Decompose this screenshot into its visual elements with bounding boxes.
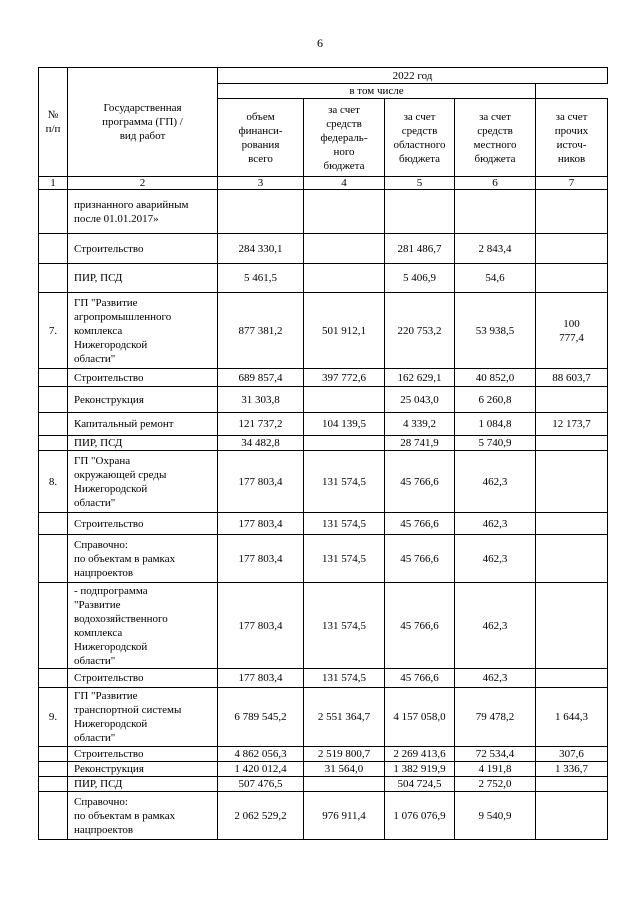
cell-line: агропромышленного: [74, 310, 172, 323]
table-row: [39, 234, 608, 264]
program-name: [68, 387, 218, 413]
cell-line: Государственная: [103, 102, 182, 114]
regional-amount: [385, 190, 455, 234]
header-program: [68, 68, 218, 177]
row-number: [39, 792, 68, 840]
table-row: [39, 762, 608, 777]
total-amount: 177 803,4: [218, 535, 304, 583]
federal-amount: [304, 436, 385, 451]
local-amount: 72 534,4: [455, 747, 536, 762]
budget-table: [38, 67, 608, 840]
table-row: [39, 535, 608, 583]
header-year: 2022 год: [218, 68, 608, 84]
cell-line: Справочно:: [74, 795, 128, 808]
regional-amount: 1 076 076,9: [385, 792, 455, 840]
header-other: [536, 99, 608, 177]
cell-line: федераль-: [320, 131, 368, 144]
local-amount: 40 852,0: [455, 369, 536, 387]
cell-line: финанси-: [238, 124, 283, 137]
other-amount: [536, 535, 608, 583]
regional-amount: 5 406,9: [385, 264, 455, 293]
other-amount: 1 336,7: [536, 762, 608, 777]
cell-line: бюджета: [323, 159, 365, 172]
other-amount: [536, 777, 608, 792]
table-row: [39, 293, 608, 369]
column-number: 7: [536, 177, 608, 190]
cell-line: области": [74, 352, 116, 365]
total-amount: 177 803,4: [218, 451, 304, 513]
other-amount: [536, 451, 608, 513]
cell-line: "Развитие: [74, 598, 121, 611]
row-number: 7.: [39, 293, 68, 369]
federal-amount: [304, 264, 385, 293]
cell-line: Реконструкция: [74, 393, 144, 406]
cell-line: Строительство: [74, 748, 144, 760]
cell-line: областного: [393, 138, 446, 151]
total-amount: 121 737,2: [218, 413, 304, 436]
total-amount: 177 803,4: [218, 669, 304, 688]
regional-amount: 220 753,2: [385, 293, 455, 369]
row-number: 9.: [39, 688, 68, 747]
other-amount: 307,6: [536, 747, 608, 762]
other-amount: [536, 387, 608, 413]
program-name: [68, 535, 218, 583]
row-number: [39, 583, 68, 669]
table-row: [39, 669, 608, 688]
row-number: [39, 535, 68, 583]
cell-line: ПИР, ПСД: [74, 778, 123, 790]
cell-line: за счет: [403, 110, 436, 123]
total-amount: 34 482,8: [218, 436, 304, 451]
local-amount: 462,3: [455, 535, 536, 583]
table-row: [39, 264, 608, 293]
cell-line: водохозяйственного: [74, 612, 168, 625]
local-amount: 9 540,9: [455, 792, 536, 840]
cell-line: Строительство: [74, 242, 144, 255]
federal-amount: 31 564,0: [304, 762, 385, 777]
local-amount: 462,3: [455, 513, 536, 535]
other-amount: [536, 792, 608, 840]
cell-line: Строительство: [74, 672, 144, 684]
cell-line: по объектам в рамках: [74, 552, 176, 565]
cell-line: признанного аварийным: [74, 198, 189, 211]
cell-line: всего: [248, 152, 273, 165]
cell-line: окружающей среды: [74, 468, 167, 481]
header-regional: [385, 99, 455, 177]
federal-amount: 131 574,5: [304, 583, 385, 669]
cell-line: ников: [557, 152, 586, 165]
header-federal: [304, 99, 385, 177]
total-amount: 6 789 545,2: [218, 688, 304, 747]
regional-amount: 2 269 413,6: [385, 747, 455, 762]
federal-amount: 397 772,6: [304, 369, 385, 387]
federal-amount: 131 574,5: [304, 669, 385, 688]
cell-line: транспортной системы: [74, 704, 182, 716]
row-number: [39, 369, 68, 387]
cell-line: по объектам в рамках: [74, 809, 176, 822]
local-amount: 54,6: [455, 264, 536, 293]
cell-line: ПИР, ПСД: [74, 272, 123, 284]
local-amount: 1 084,8: [455, 413, 536, 436]
regional-amount: 45 766,6: [385, 535, 455, 583]
other-amount: [536, 436, 608, 451]
cell-line: за счет: [479, 110, 511, 123]
federal-amount: 2 519 800,7: [304, 747, 385, 762]
federal-amount: 131 574,5: [304, 513, 385, 535]
cell-line: рования: [241, 138, 280, 151]
other-amount: 12 173,7: [536, 413, 608, 436]
program-name: [68, 513, 218, 535]
row-number: [39, 234, 68, 264]
cell-line: Нижегородской: [74, 718, 148, 730]
table-row: [39, 387, 608, 413]
total-amount: 5 461,5: [218, 264, 304, 293]
program-name: [68, 762, 218, 777]
regional-amount: 25 043,0: [385, 387, 455, 413]
cell-line: Нижегородской: [74, 482, 148, 495]
table-row: [39, 583, 608, 669]
program-name: [68, 669, 218, 688]
total-amount: [218, 190, 304, 234]
cell-line: бюджета: [398, 152, 440, 165]
program-name: [68, 234, 218, 264]
program-name: [68, 583, 218, 669]
header-total: [218, 99, 304, 177]
federal-amount: 131 574,5: [304, 535, 385, 583]
table-row: [39, 369, 608, 387]
total-amount: 177 803,4: [218, 513, 304, 535]
total-amount: 284 330,1: [218, 234, 304, 264]
total-amount: 177 803,4: [218, 583, 304, 669]
cell-line: Реконструкция: [74, 763, 144, 775]
local-amount: 53 938,5: [455, 293, 536, 369]
cell-line: комплекса: [74, 626, 123, 639]
program-name: [68, 293, 218, 369]
page-number: 6: [317, 36, 323, 50]
cell-line: вид работ: [119, 130, 166, 142]
total-amount: 31 303,8: [218, 387, 304, 413]
total-amount: 877 381,2: [218, 293, 304, 369]
table-row: [39, 792, 608, 840]
table-row: [39, 436, 608, 451]
cell-line: программа (ГП) /: [102, 116, 183, 128]
program-name: [68, 451, 218, 513]
cell-line: ПИР, ПСД: [74, 437, 123, 449]
regional-amount: 281 486,7: [385, 234, 455, 264]
program-name: [68, 792, 218, 840]
table-row: [39, 688, 608, 747]
cell-line: Строительство: [74, 517, 144, 530]
cell-line: нацпроектов: [74, 566, 134, 579]
cell-line: Справочно:: [74, 538, 128, 551]
row-number: [39, 413, 68, 436]
cell-line: 777,4: [559, 331, 584, 344]
local-amount: 2 752,0: [455, 777, 536, 792]
federal-amount: 501 912,1: [304, 293, 385, 369]
regional-amount: 1 382 919,9: [385, 762, 455, 777]
local-amount: [455, 190, 536, 234]
cell-line: №: [47, 109, 59, 121]
column-numbers-row: [39, 177, 608, 190]
table-row: [39, 413, 608, 436]
cell-line: - подпрограмма: [74, 584, 148, 597]
cell-line: ГП "Развитие: [74, 690, 138, 702]
cell-line: объем: [246, 110, 275, 123]
local-amount: 2 843,4: [455, 234, 536, 264]
cell-line: области": [74, 654, 116, 667]
row-number: [39, 264, 68, 293]
other-amount: 1 644,3: [536, 688, 608, 747]
total-amount: 1 420 012,4: [218, 762, 304, 777]
row-number: [39, 777, 68, 792]
regional-amount: 4 157 058,0: [385, 688, 455, 747]
cell-line: после 01.01.2017»: [74, 212, 159, 225]
federal-amount: [304, 190, 385, 234]
local-amount: 5 740,9: [455, 436, 536, 451]
cell-line: области": [74, 732, 116, 744]
other-amount: [536, 513, 608, 535]
table-row: [39, 513, 608, 535]
cell-line: комплекса: [74, 324, 123, 337]
other-amount: [536, 234, 608, 264]
regional-amount: 45 766,6: [385, 583, 455, 669]
program-name: [68, 436, 218, 451]
federal-amount: 976 911,4: [304, 792, 385, 840]
local-amount: 79 478,2: [455, 688, 536, 747]
table-row: [39, 451, 608, 513]
program-name: [68, 190, 218, 234]
cell-line: местного: [473, 138, 517, 151]
federal-amount: [304, 777, 385, 792]
column-number: 5: [385, 177, 455, 190]
cell-line: п/п: [45, 123, 61, 135]
federal-amount: [304, 234, 385, 264]
total-amount: 2 062 529,2: [218, 792, 304, 840]
row-number: [39, 387, 68, 413]
header-including: в том числе: [218, 84, 536, 99]
table-row: [39, 747, 608, 762]
other-amount: [536, 264, 608, 293]
other-amount: [536, 190, 608, 234]
cell-line: Нижегородской: [74, 338, 148, 351]
cell-line: источ-: [556, 138, 587, 151]
regional-amount: 504 724,5: [385, 777, 455, 792]
other-amount: [536, 293, 608, 369]
federal-amount: 2 551 364,7: [304, 688, 385, 747]
cell-line: бюджета: [474, 152, 516, 165]
cell-line: Капитальный ремонт: [74, 418, 174, 430]
cell-line: ного: [333, 145, 355, 158]
row-number: 8.: [39, 451, 68, 513]
cell-line: области": [74, 496, 116, 509]
regional-amount: 28 741,9: [385, 436, 455, 451]
table-row: [39, 777, 608, 792]
column-number: 3: [218, 177, 304, 190]
cell-line: прочих: [554, 124, 589, 137]
federal-amount: [304, 387, 385, 413]
program-name: [68, 688, 218, 747]
column-number: 2: [68, 177, 218, 190]
regional-amount: 45 766,6: [385, 513, 455, 535]
cell-line: 100: [563, 317, 580, 330]
other-amount: [536, 669, 608, 688]
local-amount: 462,3: [455, 451, 536, 513]
row-number: [39, 762, 68, 777]
row-number: [39, 513, 68, 535]
row-number: [39, 436, 68, 451]
other-amount: 88 603,7: [536, 369, 608, 387]
column-number: 4: [304, 177, 385, 190]
program-name: [68, 369, 218, 387]
regional-amount: 4 339,2: [385, 413, 455, 436]
row-number: [39, 190, 68, 234]
header-number: [39, 68, 68, 177]
total-amount: 4 862 056,3: [218, 747, 304, 762]
regional-amount: 162 629,1: [385, 369, 455, 387]
cell-line: Строительство: [74, 371, 144, 384]
regional-amount: 45 766,6: [385, 669, 455, 688]
cell-line: ГП "Развитие: [74, 296, 138, 309]
cell-line: Нижегородской: [74, 640, 148, 653]
total-amount: 507 476,5: [218, 777, 304, 792]
total-amount: 689 857,4: [218, 369, 304, 387]
program-name: [68, 777, 218, 792]
column-number: 6: [455, 177, 536, 190]
column-number: 1: [39, 177, 68, 190]
cell-line: нацпроектов: [74, 823, 134, 836]
federal-amount: 131 574,5: [304, 451, 385, 513]
cell-line: ГП "Охрана: [74, 454, 131, 467]
table-row: [39, 190, 608, 234]
local-amount: 462,3: [455, 669, 536, 688]
cell-line: средств: [477, 124, 513, 137]
other-amount: [536, 583, 608, 669]
program-name: [68, 747, 218, 762]
local-amount: 462,3: [455, 583, 536, 669]
program-name: [68, 264, 218, 293]
local-amount: 6 260,8: [455, 387, 536, 413]
cell-line: за счет: [555, 110, 588, 123]
row-number: [39, 669, 68, 688]
cell-line: средств: [326, 117, 362, 130]
row-number: [39, 747, 68, 762]
local-amount: 4 191,8: [455, 762, 536, 777]
program-name: [68, 413, 218, 436]
federal-amount: 104 139,5: [304, 413, 385, 436]
cell-line: средств: [401, 124, 438, 137]
regional-amount: 45 766,6: [385, 451, 455, 513]
header-local: [455, 99, 536, 177]
cell-line: за счет: [328, 103, 360, 116]
